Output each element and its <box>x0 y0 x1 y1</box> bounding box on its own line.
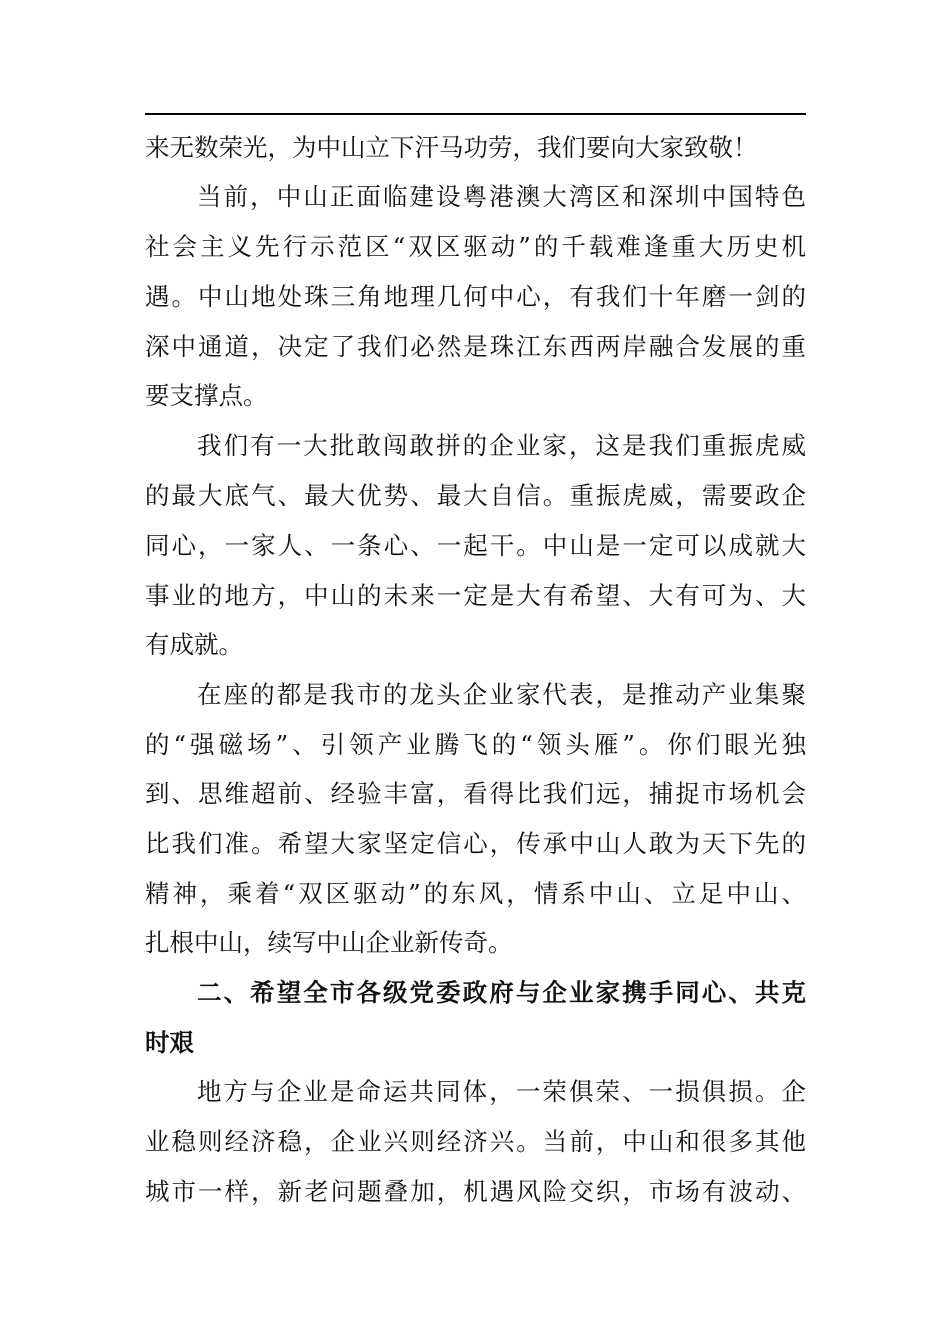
text-line: 事业的地方，中山的未来一定是大有希望、大有可为、大 <box>145 581 806 610</box>
text-line: 社会主义先行示范区“双区驱动”的千载难逢重大历史机 <box>145 232 806 261</box>
text-line: 有成就。 <box>145 630 243 659</box>
text-line: 同心，一家人、一条心、一起干。中山是一定可以成就大 <box>145 531 806 560</box>
text-line: 我们有一大批敢闯敢拼的企业家，这是我们重振虎威 <box>197 431 806 460</box>
text-line: 遇。中山地处珠三角地理几何中心，有我们十年磨一剑的 <box>145 282 806 311</box>
text-line: 的“强磁场”、引领产业腾飞的“领头雁”。你们眼光独 <box>145 730 806 759</box>
text-line: 城市一样，新老问题叠加，机遇风险交织，市场有波动、 <box>145 1177 806 1206</box>
text-line: 在座的都是我市的龙头企业家代表，是推动产业集聚 <box>197 680 806 709</box>
text-line: 深中通道，决定了我们必然是珠江东西两岸融合发展的重 <box>145 332 806 361</box>
header-rule <box>145 113 806 115</box>
text-line: 要支撑点。 <box>145 381 268 410</box>
text-line: 业稳则经济稳，企业兴则经济兴。当前，中山和很多其他 <box>145 1127 806 1156</box>
text-line: 扎根中山，续写中山企业新传奇。 <box>145 928 513 957</box>
text-line: 当前，中山正面临建设粤港澳大湾区和深圳中国特色 <box>197 182 806 211</box>
text-line: 的最大底气、最大优势、最大自信。重振虎威，需要政企 <box>145 481 806 510</box>
text-line: 地方与企业是命运共同体，一荣俱荣、一损俱损。企 <box>197 1077 806 1106</box>
text-line: 比我们准。希望大家坚定信心，传承中山人敢为天下先的 <box>145 829 806 858</box>
text-line: 精神，乘着“双区驱动”的东风，情系中山、立足中山、 <box>145 879 806 908</box>
text-line: 到、思维超前、经验丰富，看得比我们远，捕捉市场机会 <box>145 779 806 808</box>
section-heading: 时艰 <box>145 1028 194 1057</box>
text-line: 来无数荣光，为中山立下汗马功劳，我们要向大家致敬！ <box>145 133 758 162</box>
section-heading: 二、希望全市各级党委政府与企业家携手同心、共克 <box>197 978 806 1007</box>
